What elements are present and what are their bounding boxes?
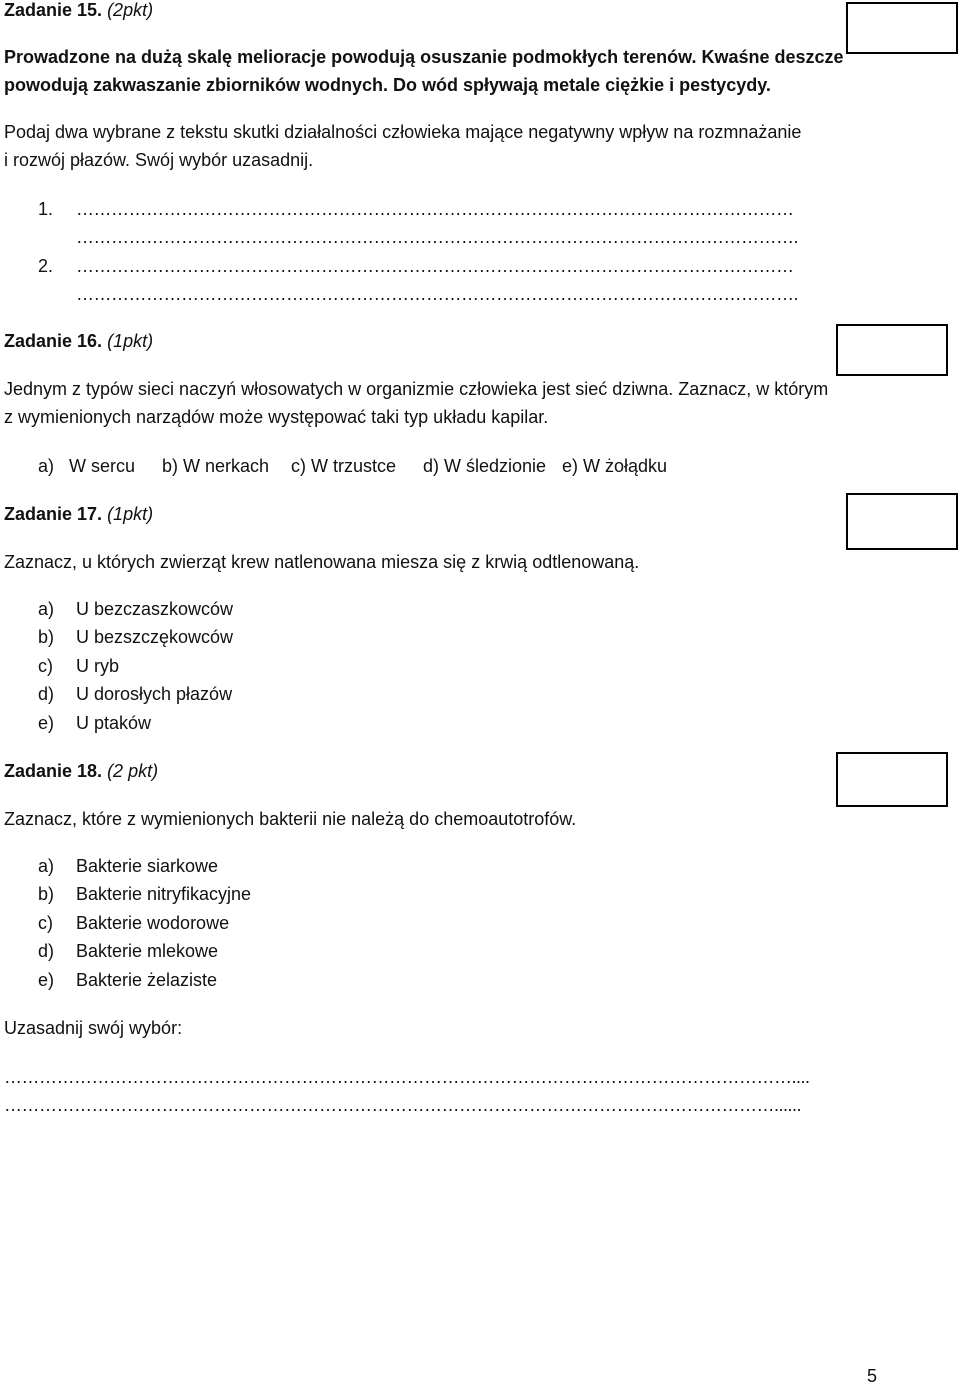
q15-answer-2-number: 2. bbox=[38, 256, 54, 276]
q18-justify-label: Uzasadnij swój wybór: bbox=[4, 1018, 183, 1038]
q17-option-b[interactable] bbox=[38, 627, 233, 648]
q15-intro-line1: Prowadzone na dużą skalę melioracje powodują osuszanie podmokłych terenów. Kwaśne deszcze bbox=[4, 47, 844, 67]
score-box-q17[interactable] bbox=[846, 493, 958, 550]
q16-option-c[interactable]: c) W trzustce bbox=[291, 456, 397, 476]
q17-option-e-text: U ptaków bbox=[76, 713, 152, 733]
q15-answer-1-line1[interactable]: …………………………………………………………………………………………………………… bbox=[76, 199, 794, 219]
q17-option-d-letter: d) bbox=[38, 684, 55, 704]
q18-option-c-letter: c) bbox=[38, 913, 53, 933]
q16-title: Zadanie 16. bbox=[4, 331, 103, 351]
q18-option-a-text: Bakterie siarkowe bbox=[76, 856, 219, 876]
q15-title: Zadanie 15. bbox=[4, 0, 103, 20]
score-box-q15[interactable] bbox=[846, 2, 958, 54]
q17-points: (1pkt) bbox=[107, 504, 154, 524]
q18-line1: Zaznacz, które z wymienionych bakterii nie należą do chemoautotrofów. bbox=[4, 809, 577, 829]
q18-option-b-letter: b) bbox=[38, 884, 55, 904]
q17-option-e[interactable] bbox=[38, 713, 151, 734]
q18-option-b[interactable] bbox=[38, 884, 251, 905]
q17-option-a-text: U bezczaszkowców bbox=[76, 599, 234, 619]
q17-option-d[interactable] bbox=[38, 684, 232, 705]
q18-option-a[interactable] bbox=[38, 856, 218, 877]
q18-title: Zadanie 18. bbox=[4, 761, 103, 781]
q18-option-c[interactable] bbox=[38, 913, 229, 934]
q15-answer-2-line2[interactable]: ……………………………………………………………………………………………………………. bbox=[76, 284, 799, 304]
q16-option-e[interactable]: e) W żołądku bbox=[562, 456, 668, 476]
page-number: 5 bbox=[867, 1366, 878, 1386]
q15-answer-1-number: 1. bbox=[38, 199, 54, 219]
q17-option-e-letter: e) bbox=[38, 713, 55, 733]
q17-option-c-text: U ryb bbox=[76, 656, 120, 676]
q18-option-e-letter: e) bbox=[38, 970, 55, 990]
q15-answer-2-line1[interactable]: …………………………………………………………………………………………………………… bbox=[76, 256, 794, 276]
q18-option-d[interactable] bbox=[38, 941, 218, 962]
q17-option-c-letter: c) bbox=[38, 656, 53, 676]
score-box-q18[interactable] bbox=[836, 752, 948, 807]
score-box-q16[interactable] bbox=[836, 324, 948, 376]
q17-option-a[interactable] bbox=[38, 599, 233, 620]
q16-line1: Jednym z typów sieci naczyń włosowatych w organizmie człowieka jest sieć dziwna. Zaznacz, w którym bbox=[4, 379, 829, 399]
q17-option-a-letter: a) bbox=[38, 599, 55, 619]
q17-option-b-letter: b) bbox=[38, 627, 55, 647]
q15-heading bbox=[4, 0, 153, 21]
q17-title: Zadanie 17. bbox=[4, 504, 103, 524]
q17-option-c[interactable] bbox=[38, 656, 119, 677]
q18-points: (2 pkt) bbox=[107, 761, 159, 781]
q15-task-line1: Podaj dwa wybrane z tekstu skutki działalności człowieka mające negatywny wpływ na rozmnażanie bbox=[4, 122, 802, 142]
q17-option-b-text: U bezszczękowców bbox=[76, 627, 234, 647]
q15-intro-line2: powodują zakwaszanie zbiorników wodnych. Do wód spływają metale ciężkie i pestycydy. bbox=[4, 75, 771, 95]
q15-task-line2: i rozwój płazów. Swój wybór uzasadnij. bbox=[4, 150, 314, 170]
q18-option-e[interactable] bbox=[38, 970, 217, 991]
q16-option-a[interactable]: a) W sercu bbox=[38, 456, 136, 476]
q18-justify-line1[interactable]: ……………………………………………………………………………………………………………………….... bbox=[4, 1067, 810, 1087]
q18-option-d-letter: d) bbox=[38, 941, 55, 961]
q17-heading bbox=[4, 504, 153, 525]
q16-line2: z wymienionych narządów może występować taki typ układu kapilar. bbox=[4, 407, 549, 427]
q18-option-b-text: Bakterie nitryfikacyjne bbox=[76, 884, 252, 904]
q15-answer-1-line2[interactable]: ……………………………………………………………………………………………………………. bbox=[76, 227, 799, 247]
q17-option-d-text: U dorosłych płazów bbox=[76, 684, 233, 704]
q17-line1: Zaznacz, u których zwierząt krew natlenowana miesza się z krwią odtlenowaną. bbox=[4, 552, 640, 572]
q16-heading bbox=[4, 331, 153, 352]
q18-option-e-text: Bakterie żelaziste bbox=[76, 970, 218, 990]
q15-points: (2pkt) bbox=[107, 0, 154, 20]
q16-option-b[interactable]: b) W nerkach bbox=[162, 456, 270, 476]
q16-points: (1pkt) bbox=[107, 331, 154, 351]
q16-option-d[interactable]: d) W śledzionie bbox=[423, 456, 547, 476]
q18-option-c-text: Bakterie wodorowe bbox=[76, 913, 230, 933]
q18-option-a-letter: a) bbox=[38, 856, 55, 876]
q18-option-d-text: Bakterie mlekowe bbox=[76, 941, 219, 961]
q18-heading bbox=[4, 761, 158, 782]
q18-justify-line2[interactable]: ……………………………………………………………………………………………………………………...... bbox=[4, 1095, 802, 1115]
